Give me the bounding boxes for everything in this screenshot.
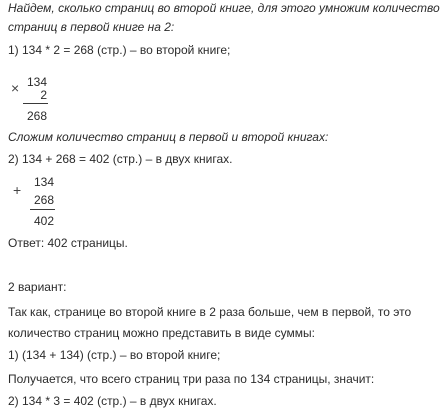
multiply-rule	[23, 103, 48, 104]
multiplicand: 134	[26, 75, 47, 89]
variant-2-text-1: Так как, странице во второй книге в 2 раза больше, чем в первой, то это	[8, 305, 412, 319]
multiply-sign: ×	[11, 80, 20, 96]
step-2: 2) 134 + 268 = 402 (стр.) – в двух книгах.	[8, 152, 233, 166]
answer: Ответ: 402 страницы.	[8, 236, 128, 250]
sum-heading: Сложим количество страниц в первой и второй книгах:	[8, 130, 329, 144]
variant-2-text-3: Получается, что всего страниц три раза по 134 страницы, значит:	[8, 372, 375, 386]
addend-1: 134	[33, 175, 54, 189]
intro-line-2: страниц в первой книге на 2:	[8, 20, 175, 34]
addend-2: 268	[33, 193, 54, 207]
variant-2-title: 2 вариант:	[8, 280, 67, 294]
multiplier: 2	[40, 88, 47, 102]
intro-line-1: Найдем, сколько страниц во второй книге, для этого умножим количество	[8, 1, 440, 15]
plus-sign: +	[13, 182, 22, 198]
multiply-result: 268	[26, 109, 47, 123]
variant-2-step-2: 2) 134 * 3 = 402 (стр.) – в двух книгах.	[8, 394, 217, 408]
variant-2-step-1: 1) (134 + 134) (стр.) – во второй книге;	[8, 348, 221, 362]
addition-rule	[30, 209, 55, 210]
addition-result: 402	[33, 214, 54, 228]
step-1: 1) 134 * 2 = 268 (стр.) – во второй книге;	[8, 43, 231, 57]
variant-2-text-2: количество страниц можно представить в виде суммы:	[8, 326, 315, 340]
